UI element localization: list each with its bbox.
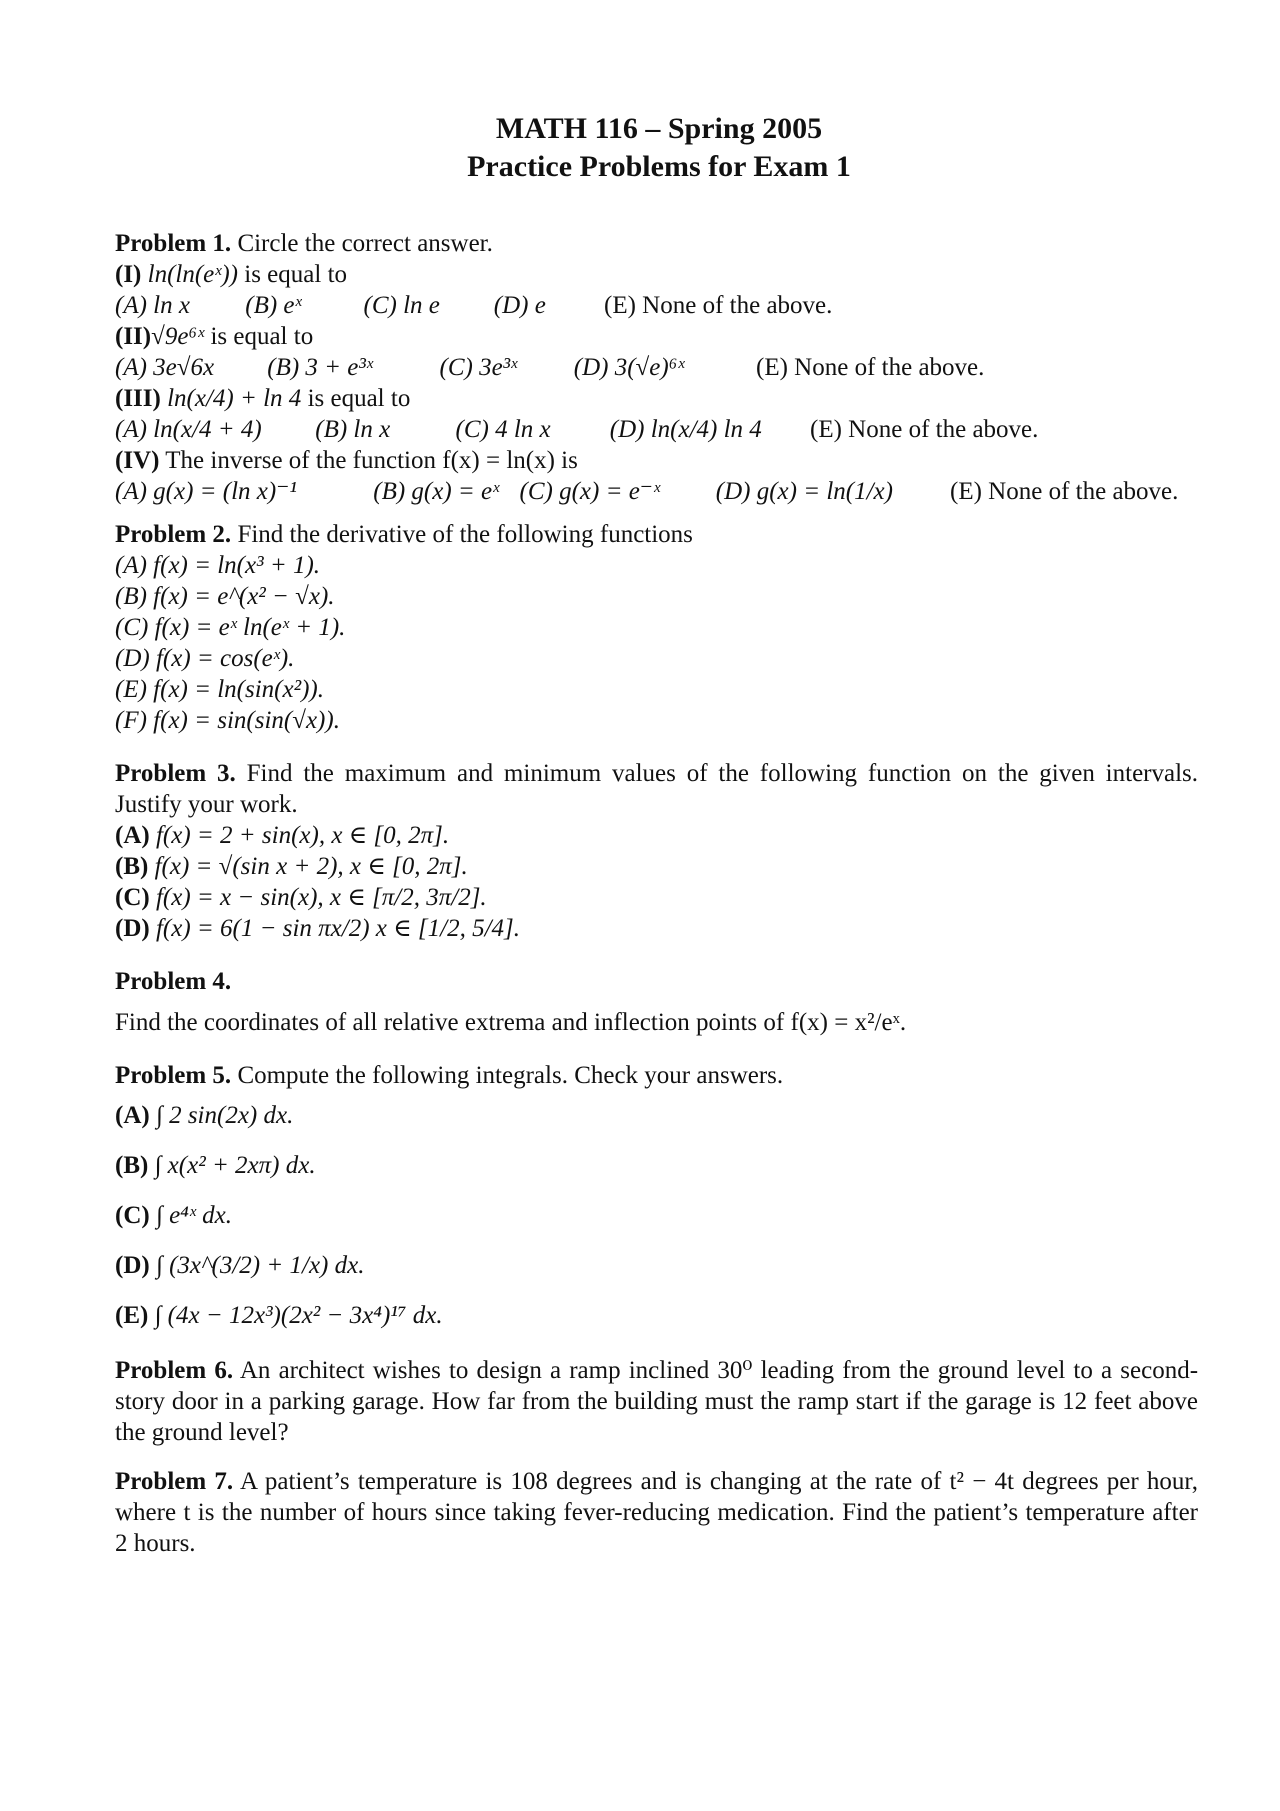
problem-instruction: Find the maximum and minimum values of the following function on the given intervals. Justify your work.: [115, 760, 1199, 818]
option: (B) 3 + e³ˣ: [267, 354, 373, 381]
item-expression: f(x) = 2 + sin(x), x ∈ [0, 2π].: [155, 822, 450, 849]
question-I-options: [115, 290, 1198, 321]
list-item: [115, 820, 1198, 851]
problem-text: An architect wishes to design a ramp inclined 30⁰ leading from the ground level to a second-story door in a parking garage. How far from the building must the ramp start if the garage is 12 feet above the ground level?: [115, 1357, 1199, 1446]
question-II: [115, 321, 1198, 352]
exam-subtitle: Practice Problems for Exam 1: [467, 150, 851, 183]
option: (C) 3e³ˣ: [439, 354, 518, 381]
question-II-options: [115, 352, 1198, 383]
item-label: (C): [115, 1202, 150, 1229]
question-expression: ln(x/4) + ln 4: [167, 385, 302, 412]
integral-expression: ∫ (3x^(3/2) + 1/x) dx.: [155, 1252, 365, 1279]
question-label: (II): [115, 323, 152, 350]
list-item: [115, 913, 1198, 944]
problem-instruction: Circle the correct answer.: [237, 230, 493, 257]
question-suffix: is equal to: [244, 261, 348, 288]
question-III: [115, 383, 1198, 414]
question-IV: [115, 445, 1198, 476]
question-text: The inverse of the function f(x) = ln(x) is: [165, 447, 578, 474]
problem-label: Problem 7.: [115, 1468, 234, 1495]
item-label: (B): [115, 853, 149, 880]
list-item: [115, 1141, 1198, 1191]
integral-expression: ∫ x(x² + 2xπ) dx.: [154, 1152, 316, 1179]
problem-4-text: Find the coordinates of all relative extrema and inflection points of f(x) = x²/eˣ.: [115, 1009, 907, 1036]
problems-body: [115, 228, 1198, 1559]
option: (A) ln(x/4 + 4): [115, 416, 262, 443]
question-label: (I): [115, 261, 142, 288]
problem-label: Problem 1.: [115, 230, 232, 257]
problem-label: Problem 3.: [115, 760, 236, 787]
item-label: (D): [115, 915, 150, 942]
list-item: (A) f(x) = ln(x³ + 1).: [115, 552, 321, 579]
problem-instruction: Compute the following integrals. Check your answers.: [237, 1062, 784, 1089]
item-expression: f(x) = 6(1 − sin πx/2) x ∈ [1/2, 5/4].: [155, 915, 520, 942]
question-expression: ln(ln(eˣ)): [147, 261, 238, 288]
question-suffix: is equal to: [210, 323, 314, 350]
list-item: (B) f(x) = e^(x² − √x).: [115, 583, 335, 610]
option: (D) e: [493, 292, 546, 319]
option: (E) None of the above.: [810, 416, 1039, 443]
question-I: [115, 259, 1198, 290]
option: (B) eˣ: [245, 292, 302, 319]
question-expression: √9e⁶ˣ: [151, 323, 205, 350]
item-label: (D): [115, 1252, 150, 1279]
problem-5-heading: [115, 1060, 1198, 1091]
list-item: [115, 1191, 1198, 1241]
option: (D) ln(x/4) ln 4: [609, 416, 762, 443]
problem-6: [115, 1355, 1198, 1448]
list-item: [115, 1241, 1198, 1291]
problem-7: [115, 1466, 1198, 1559]
list-item: (E) f(x) = ln(sin(x²)).: [115, 676, 324, 703]
list-item: (F) f(x) = sin(sin(√x)).: [115, 707, 340, 734]
problem-3-heading: [115, 758, 1198, 820]
question-suffix: is equal to: [307, 385, 411, 412]
problem-text: A patient’s temperature is 108 degrees and is changing at the rate of t² − 4t degrees per hour, where t is the number of hours since taking fever-reducing medication. Find the patient’s temperature after 2 hours.: [115, 1468, 1198, 1557]
option: (E) None of the above.: [604, 292, 833, 319]
option: (A) 3e√6x: [115, 354, 215, 381]
course-title: MATH 116 – Spring 2005: [495, 112, 823, 145]
integral-expression: ∫ e⁴ˣ dx.: [155, 1202, 233, 1229]
problem-4-heading: [115, 966, 1198, 997]
problem-label: Problem 5.: [115, 1062, 232, 1089]
question-III-options: [115, 414, 1198, 445]
option: (B) ln x: [315, 416, 391, 443]
item-expression: f(x) = x − sin(x), x ∈ [π/2, 3π/2].: [155, 884, 487, 911]
option: (E) None of the above.: [756, 354, 985, 381]
option: (B) g(x) = eˣ: [373, 478, 500, 505]
item-label: (A): [115, 822, 150, 849]
item-label: (C): [115, 884, 150, 911]
option: (C) g(x) = e⁻ˣ: [519, 478, 661, 505]
option: (D) g(x) = ln(1/x): [715, 478, 893, 505]
option: (A) ln x: [115, 292, 190, 319]
option: (A) g(x) = (ln x)⁻¹: [115, 478, 297, 505]
item-expression: f(x) = √(sin x + 2), x ∈ [0, 2π].: [154, 853, 468, 880]
list-item: [115, 1091, 1198, 1141]
option: (E) None of the above.: [950, 478, 1179, 505]
option: (D) 3(√e)⁶ˣ: [573, 354, 685, 381]
list-item: [115, 882, 1198, 913]
item-label: (A): [115, 1102, 150, 1129]
problem-1-heading: [115, 228, 1198, 259]
list-item: [115, 851, 1198, 882]
list-item: (D) f(x) = cos(eˣ).: [115, 645, 295, 672]
problem-2-heading: [115, 519, 1198, 550]
integral-expression: ∫ 2 sin(2x) dx.: [155, 1102, 294, 1129]
problem-label: Problem 4.: [115, 968, 232, 995]
list-item: [115, 1291, 1198, 1341]
title-block: [0, 110, 1280, 186]
question-label: (IV): [115, 447, 160, 474]
question-IV-options: [115, 476, 1198, 507]
option: (C) 4 ln x: [455, 416, 551, 443]
problem-label: Problem 2.: [115, 521, 232, 548]
item-label: (E): [115, 1302, 149, 1329]
problem-label: Problem 6.: [115, 1357, 234, 1384]
list-item: (C) f(x) = eˣ ln(eˣ + 1).: [115, 614, 346, 641]
option: (C) ln e: [363, 292, 440, 319]
item-label: (B): [115, 1152, 149, 1179]
integral-expression: ∫ (4x − 12x³)(2x² − 3x⁴)¹⁷ dx.: [154, 1302, 443, 1329]
question-label: (III): [115, 385, 161, 412]
problem-instruction: Find the derivative of the following functions: [237, 521, 693, 548]
